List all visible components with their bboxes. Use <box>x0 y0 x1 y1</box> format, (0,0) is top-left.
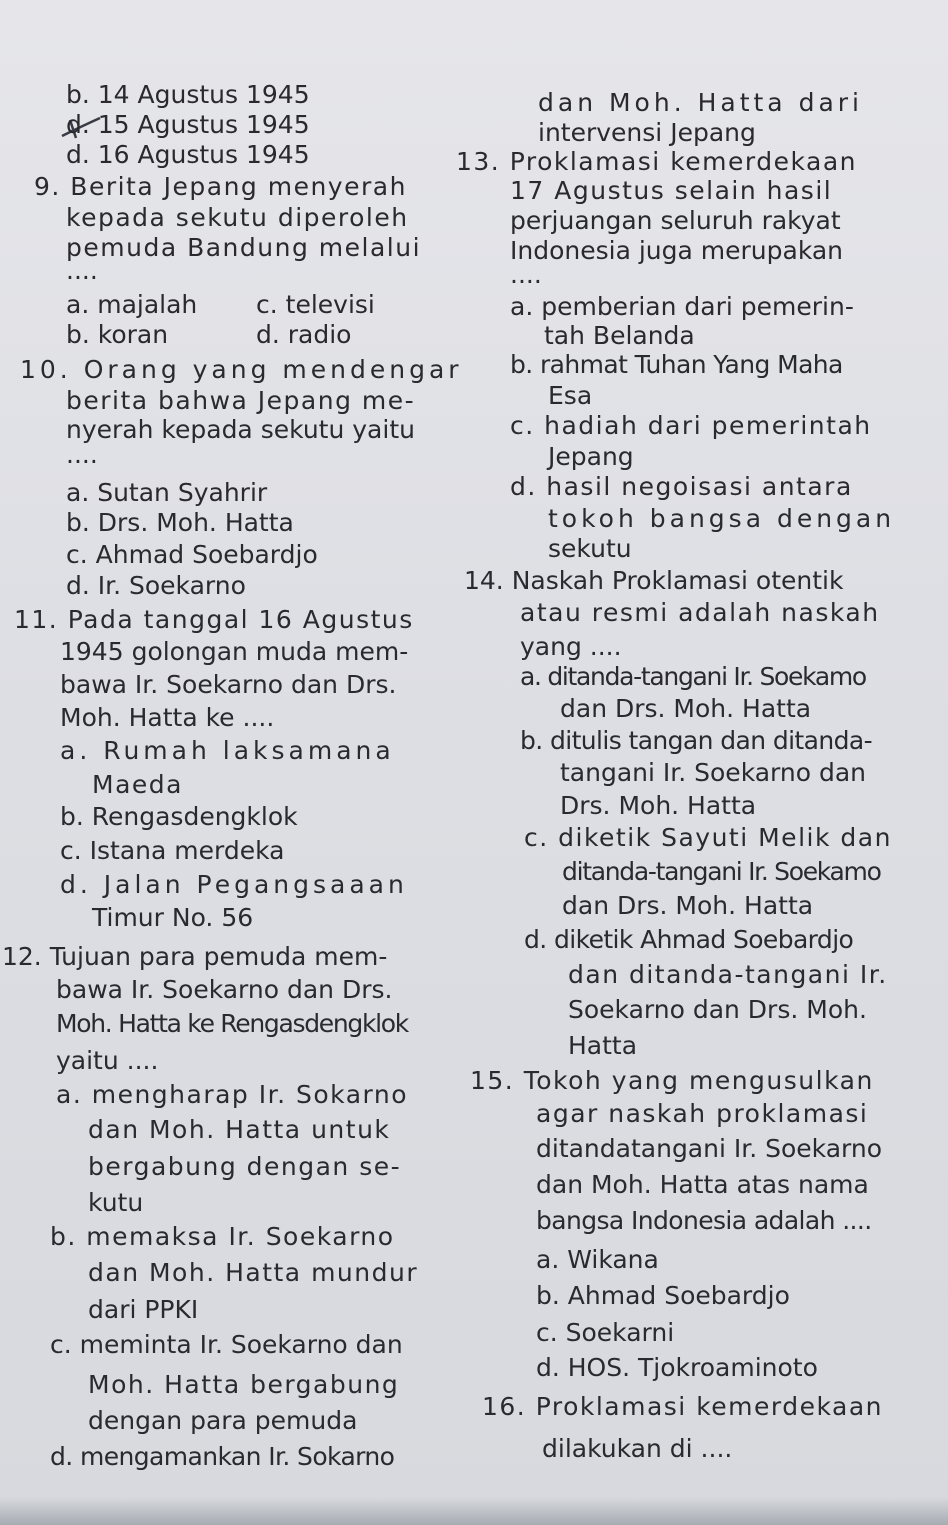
q10-option-a: a. Sutan Syahrir <box>66 478 268 507</box>
q11-stem-line: 1945 golongan muda mem- <box>60 637 409 666</box>
q14-option-c-cont: dan Drs. Moh. Hatta <box>562 891 814 920</box>
q13-stem-line: 17 Agustus selain hasil <box>510 176 833 205</box>
q12-option-d-cont: intervensi Jepang <box>538 118 756 147</box>
q13-option-d-cont: tokoh bangsa dengan <box>548 504 896 533</box>
q11-stem-line: bawa Ir. Soekarno dan Drs. <box>60 670 397 699</box>
q11-option-b: b. Rengasdengklok <box>60 802 298 831</box>
q15-option-b: b. Ahmad Soebardjo <box>536 1281 790 1310</box>
q13-option-b: b. rahmat Tuhan Yang Maha <box>510 350 843 379</box>
q13-option-d: d. hasil negoisasi antara <box>510 472 853 501</box>
q8-option-d: d. 16 Agustus 1945 <box>66 140 310 169</box>
q14-option-d-cont: Soekarno dan Drs. Moh. <box>568 995 867 1024</box>
q12-option-a: a. mengharap Ir. Sokarno <box>56 1080 408 1109</box>
q14-option-a-cont: dan Drs. Moh. Hatta <box>560 694 812 723</box>
q14-option-d-cont: Hatta <box>568 1031 638 1060</box>
q14-option-b: b. ditulis tangan dan ditanda- <box>520 726 873 755</box>
q14-option-b-cont: Drs. Moh. Hatta <box>560 791 757 820</box>
q13-stem-line: Indonesia juga merupakan <box>510 236 844 265</box>
q9-stem-line: kepada sekutu diperoleh <box>66 203 409 232</box>
q16-stem-line: dilakukan di .... <box>542 1434 733 1463</box>
q12-option-c-cont: dengan para pemuda <box>88 1406 358 1435</box>
q13-option-c-cont: Jepang <box>548 442 634 471</box>
q10-stem: 10. Orang yang mendengar <box>20 355 463 384</box>
q11-option-d-cont: Timur No. 56 <box>92 903 254 932</box>
q11-stem: 11. Pada tanggal 16 Agustus <box>14 605 414 634</box>
q12-option-b-cont: dan Moh. Hatta mundur <box>88 1258 419 1287</box>
q9-option-a: a. majalah <box>66 290 198 319</box>
q9-blank: .... <box>66 256 98 285</box>
q13-option-c: c. hadiah dari pemerintah <box>510 411 872 440</box>
q14-option-c: c. diketik Sayuti Melik dan <box>524 823 892 852</box>
q10-stem-line: berita bahwa Jepang me- <box>66 386 416 415</box>
q14-option-b-cont: tangani Ir. Soekarno dan <box>560 758 867 787</box>
q13-option-d-cont: sekutu <box>548 534 632 563</box>
q12-option-d-cont: dan Moh. Hatta dari <box>538 88 863 117</box>
q12-stem-line: bawa Ir. Soekarno dan Drs. <box>56 975 393 1004</box>
q14-option-d-cont: dan ditanda-tangani Ir. <box>568 960 888 989</box>
q9-option-d: d. radio <box>256 320 352 349</box>
q13-stem: 13. Proklamasi kemerdekaan <box>456 147 858 176</box>
q15-option-d: d. HOS. Tjokroaminoto <box>536 1353 818 1382</box>
q13-option-a: a. pemberian dari pemerin- <box>510 292 854 321</box>
q12-blank: yaitu .... <box>56 1046 159 1075</box>
q11-stem-line: Moh. Hatta ke .... <box>60 703 275 732</box>
q15-stem-line: bangsa Indonesia adalah .... <box>536 1206 872 1235</box>
q9-stem-line: pemuda Bandung melalui <box>66 233 422 262</box>
q13-option-b-cont: Esa <box>548 381 593 410</box>
q12-option-a-cont: dan Moh. Hatta untuk <box>88 1115 391 1144</box>
q14-stem-line: atau resmi adalah naskah <box>520 598 880 627</box>
q14-option-d: d. diketik Ahmad Soebardjo <box>524 925 854 954</box>
q11-option-c: c. Istana merdeka <box>60 836 285 865</box>
q9-option-b: b. koran <box>66 320 169 349</box>
q12-option-c: c. meminta Ir. Soekarno dan <box>50 1330 403 1359</box>
q8-option-b: b. 14 Agustus 1945 <box>66 80 310 109</box>
page-bottom-edge <box>0 1497 948 1525</box>
q15-stem: 15. Tokoh yang mengusulkan <box>470 1066 874 1095</box>
q14-stem-line: yang .... <box>520 632 622 661</box>
q9-option-c: c. televisi <box>256 290 375 319</box>
q8-option-d-marked: d. 15 Agustus 1945 <box>66 110 310 139</box>
q12-option-c-cont: Moh. Hatta bergabung <box>88 1370 400 1399</box>
q10-blank: .... <box>66 440 98 469</box>
q16-stem: 16. Proklamasi kemerdekaan <box>482 1392 884 1421</box>
q12-option-a-cont: bergabung dengan se- <box>88 1152 402 1181</box>
q12-option-a-cont: kutu <box>88 1188 144 1217</box>
q9-stem: 9. Berita Jepang menyerah <box>34 172 407 201</box>
q14-option-a: a. ditanda-tangani Ir. Soekamo <box>520 662 866 691</box>
q13-stem-line: perjuangan seluruh rakyat <box>510 206 841 235</box>
q14-option-c-cont: ditanda-tangani Ir. Soekamo <box>562 857 881 886</box>
q12-option-d: d. mengamankan Ir. Sokarno <box>50 1442 395 1471</box>
q11-option-a: a. Rumah laksamana <box>60 736 395 765</box>
q12-stem: 12. Tujuan para pemuda mem- <box>2 942 388 971</box>
q10-stem-line: nyerah kepada sekutu yaitu <box>66 415 415 444</box>
q11-option-a-cont: Maeda <box>92 770 183 799</box>
q15-option-a: a. Wikana <box>536 1245 659 1274</box>
q14-stem: 14. Naskah Proklamasi otentik <box>464 566 844 595</box>
q13-blank: .... <box>510 260 542 289</box>
q12-option-b-cont: dari PPKI <box>88 1295 199 1324</box>
q10-option-c: c. Ahmad Soebardjo <box>66 540 318 569</box>
q15-option-c: c. Soekarni <box>536 1318 675 1347</box>
q12-option-b: b. memaksa Ir. Soekarno <box>50 1222 395 1251</box>
q10-option-d: d. Ir. Soekarno <box>66 571 246 600</box>
q13-option-a-cont: tah Belanda <box>544 321 695 350</box>
q10-option-b: b. Drs. Moh. Hatta <box>66 508 294 537</box>
q15-stem-line: ditandatangani Ir. Soekarno <box>536 1134 882 1163</box>
q11-option-d: d. Jalan Pegangsaaan <box>60 870 408 899</box>
q15-stem-line: agar naskah proklamasi <box>536 1099 869 1128</box>
q12-stem-line: Moh. Hatta ke Rengasdengklok <box>56 1009 408 1038</box>
q15-stem-line: dan Moh. Hatta atas nama <box>536 1170 869 1199</box>
